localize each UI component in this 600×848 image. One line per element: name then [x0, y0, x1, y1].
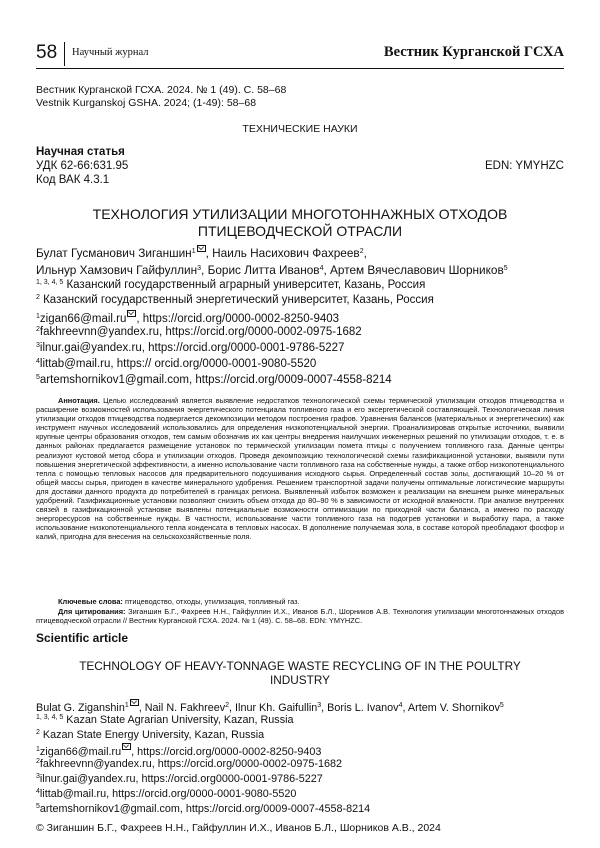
author-2-name: , Наиль Насихович Фахреев	[206, 246, 360, 260]
envelope-icon	[127, 310, 136, 317]
journal-name: Вестник Курганской ГСХА	[384, 44, 564, 61]
contact-ru-1-email[interactable]: zigan66@mail.ru	[40, 313, 126, 325]
contact-ru-2	[36, 326, 362, 338]
contact-en-1-email[interactable]: zigan66@mail.ru	[40, 746, 121, 758]
section-heading: ТЕХНИЧЕСКИЕ НАУКИ	[36, 123, 564, 135]
contact-en-3	[36, 773, 323, 785]
author-en-2-name: , Nail N. Fakhreev	[139, 702, 225, 714]
header-divider	[64, 42, 65, 66]
contact-en-5-sup: 5	[36, 803, 40, 810]
contact-en-2	[36, 758, 342, 770]
author-2-sup: 2	[360, 248, 364, 255]
contact-en-2-orcid[interactable]: , https://orcid.org/0000-0002-0975-1682	[152, 758, 342, 770]
udk: УДК 62-66:631.95	[36, 160, 128, 172]
cite-label: Для цитирования:	[58, 607, 126, 616]
affiliation-en-1-text: Kazan State Agrarian University, Kazan, Russia	[66, 714, 293, 726]
title-ru	[36, 206, 564, 240]
affiliation-en-2	[36, 729, 264, 741]
author-en-5-sup: 5	[500, 702, 504, 709]
vak-code: Код ВАК 4.3.1	[36, 174, 109, 186]
author-en-1-name: Bulat G. Ziganshin	[36, 702, 125, 714]
contact-ru-4-orcid[interactable]: , https:// orcid.org/0000-0001-9080-5520	[110, 358, 316, 370]
contact-en-4-orcid[interactable]: , https://orcid.org/0000-0001-9080-5520	[106, 788, 296, 800]
author-3-sup: 3	[197, 265, 201, 272]
author-1-name: Булат Гусманович Зиганшин	[36, 246, 192, 260]
abstract-label: Аннотация.	[58, 396, 100, 405]
contact-ru-2-orcid[interactable]: , https://orcid.org/0000-0002-0975-1682	[159, 326, 362, 338]
header-rule	[36, 68, 564, 69]
contact-en-4-email[interactable]: littab@mail.ru	[40, 788, 106, 800]
author-en-1-sup: 1	[125, 702, 129, 709]
contact-en-5-email[interactable]: artemshornikov1@gmail.com	[40, 803, 180, 815]
authors-en	[36, 699, 504, 714]
affiliation-ru-2	[36, 294, 434, 306]
keywords-text: птицеводство, отходы, утилизация, топливный газ.	[125, 597, 300, 606]
contact-en-1-orcid[interactable]: , https://orcid.org/0000-0002-8250-9403	[131, 746, 321, 758]
contact-ru-4-email[interactable]: littab@mail.ru	[40, 358, 110, 370]
author-4-sup: 4	[320, 265, 324, 272]
citation-ru: Вестник Курганской ГСХА. 2024. № 1 (49). С. 58–68	[36, 84, 286, 96]
affiliation-en-1	[36, 714, 294, 726]
author-1-sup: 1	[192, 248, 196, 255]
contact-ru-5-email[interactable]: artemshornikov1@gmail.com	[40, 374, 189, 386]
citation-en: Vestnik Kurganskoj GSHA. 2024; (1-49): 58–68	[36, 97, 256, 109]
affiliation-ru-1-sup: 1, 3, 4, 5	[36, 279, 63, 286]
title-en-line-1: TECHNOLOGY OF HEAVY-TONNAGE WASTE RECYCLING OF IN THE POULTRY	[36, 659, 564, 673]
title-ru-line-1: ТЕХНОЛОГИЯ УТИЛИЗАЦИИ МНОГОТОННАЖНЫХ ОТХОДОВ	[36, 206, 564, 223]
contact-ru-1-orcid[interactable]: , https://orcid.org/0000-0002-8250-9403	[136, 313, 339, 325]
abstract-text: Целью исследований является выявление недостатков технологической схемы термической утилизации отходов птицеводства и расширение возможностей использования энергетического потенциала топливного газа и его эксергетической составляющей. Технологическая линия утилизации отходов птицеводства подвергается декомпозиции методом построения графов. Уравнения балансов (материальных и энергетических) как инструмент научных исследований использовались для определения низкопотенциальной энергии. Проанализировав открытые источники, выявили крупные центры образования отходов, тем самым обозначив их как центры внедрения наилучших инженерных решений по утилизации отходов, т. е. в данных районах предлагается размещение установок по термической утилизации помета птицы с получением топливного газа. Данные центры реализуют кустовой метод сбора и утилизации отходов. Проведя декомпозицию технологической схемы газификационной установки, выявили пути повышения энергетической эффективности, а именно использование части топливного газа на собственные нужды, а также отбор низкопотенциального тепла с помощью тепловых насосов для предварительного подсушивания исходного сырья. Определенный состав золы, достигающий 10–20 % от общей массы сырья, пригоден в качестве минерального удобрения. Решением транспортной задачи получены оптимальные логистические маршруты для доставки данного продукта до потребителей в границах региона. Выявленный избыток возможен к реализации на внешнем рынке минеральных удобрений. Газификационные установки позволяют снизить объем отхода до 80–90 % в зависимости от исходной влажности. При анализе внутренних связей в газификационной установке выявлены потенциальные возможности оптимизации по приходной части баланса, а именно по расходу энергоресурсов на собственные нужды. В частности, использование части топливного газа на подогрев установки и выработку пара, а также использование низкопотенциального тепла конденсата в тепловых насосах. В дополнение получаемая зола, в составе которой преобладают фосфор и калий, пригодна для внесения на сельскохозяйственные поля.	[36, 396, 564, 541]
keywords	[36, 597, 564, 606]
envelope-icon	[197, 245, 206, 252]
contact-ru-5-orcid[interactable]: , https://orcid.org/0009-0007-4558-8214	[189, 374, 392, 386]
affiliation-ru-2-text: Казанский государственный энергетический университет, Казань, Россия	[43, 294, 434, 306]
affiliation-en-2-text: Kazan State Energy University, Kazan, Russia	[43, 729, 264, 741]
affiliation-ru-2-sup: 2	[36, 294, 40, 301]
contact-en-1	[36, 743, 321, 758]
copyright: © Зиганшин Б.Г., Фахреев Н.Н., Гайфуллин И.Х., Иванов Б.Л., Шорников А.В., 2024	[36, 822, 441, 834]
author-3-name: Ильнур Хамзович Гайфуллин	[36, 263, 197, 277]
contact-ru-5	[36, 374, 392, 386]
author-4-name: , Борис Литта Иванов	[201, 263, 320, 277]
contact-en-1-sup: 1	[36, 746, 40, 753]
journal-type: Научный журнал	[72, 47, 149, 58]
contact-en-2-email[interactable]: fakhreevnn@yandex.ru	[40, 758, 152, 770]
author-en-4-sup: 4	[399, 702, 403, 709]
title-en	[36, 659, 564, 687]
contact-ru-1	[36, 310, 339, 325]
contact-en-3-orcid[interactable]: , https://orcid.org0000-0001-9786-5227	[136, 773, 323, 785]
contact-en-2-sup: 2	[36, 758, 40, 765]
article-type-ru: Научная статья	[36, 146, 125, 158]
author-en-3-sup: 3	[317, 702, 321, 709]
contact-ru-3	[36, 342, 344, 354]
envelope-icon	[130, 699, 139, 706]
cite-for	[36, 607, 564, 625]
contact-en-4-sup: 4	[36, 788, 40, 795]
contact-ru-4-sup: 4	[36, 358, 40, 365]
contact-en-5	[36, 803, 370, 815]
title-en-line-2: INDUSTRY	[36, 673, 564, 687]
page-number: 58	[36, 42, 57, 64]
contact-ru-2-sup: 2	[36, 326, 40, 333]
authors-ru-line-2	[36, 263, 508, 277]
contact-en-5-orcid[interactable]: , https://orcid.org/0009-0007-4558-8214	[180, 803, 370, 815]
contact-en-3-email[interactable]: ilnur.gai@yandex.ru	[40, 773, 136, 785]
contact-ru-4	[36, 358, 316, 370]
edn: EDN: YMYHZC	[485, 160, 564, 172]
contact-en-3-sup: 3	[36, 773, 40, 780]
envelope-icon	[122, 743, 131, 750]
title-ru-line-2: ПТИЦЕВОДЧЕСКОЙ ОТРАСЛИ	[36, 223, 564, 240]
authors-ru-line-1: Булат Гусманович Зиганшин1 , Наиль Насихович Фахреев2,	[36, 245, 367, 260]
author-en-3-name: , Ilnur Kh. Gaifullin	[229, 702, 317, 714]
cite-text: Зиганшин Б.Г., Фахреев Н.Н., Гайфуллин И.Х., Иванов Б.Л., Шорников А.В. Технология утилизации многотоннажных отходов птицеводческой отрасли // Вестник Курганской ГСХА. 2024. № 1 (49). С. 58–68. EDN: YMYHZC.	[36, 607, 564, 625]
author-5-sup: 5	[504, 265, 508, 272]
affiliation-ru-1-text: Казанский государственный аграрный университет, Казань, Россия	[66, 279, 425, 291]
contact-ru-3-sup: 3	[36, 342, 40, 349]
contact-ru-1-sup: 1	[36, 313, 40, 320]
affiliation-ru-1	[36, 279, 425, 291]
contact-ru-3-orcid[interactable]: , https://orcid.org/0000-0001-9786-5227	[142, 342, 345, 354]
affiliation-en-1-sup: 1, 3, 4, 5	[36, 714, 63, 721]
article-type-en: Scientific article	[36, 631, 128, 645]
contact-en-4	[36, 788, 296, 800]
author-en-5-name: , Artem V. Shornikov	[403, 702, 500, 714]
contact-ru-2-email[interactable]: fakhreevnn@yandex.ru	[40, 326, 159, 338]
author-en-2-sup: 2	[225, 702, 229, 709]
abstract	[36, 396, 564, 542]
author-5-name: , Артем Вячеславович Шорников	[323, 263, 503, 277]
contact-ru-3-email[interactable]: ilnur.gai@yandex.ru	[40, 342, 142, 354]
affiliation-en-2-sup: 2	[36, 729, 40, 736]
keywords-label: Ключевые слова:	[58, 597, 123, 606]
contact-ru-5-sup: 5	[36, 374, 40, 381]
author-en-4-name: , Boris L. Ivanov	[321, 702, 398, 714]
